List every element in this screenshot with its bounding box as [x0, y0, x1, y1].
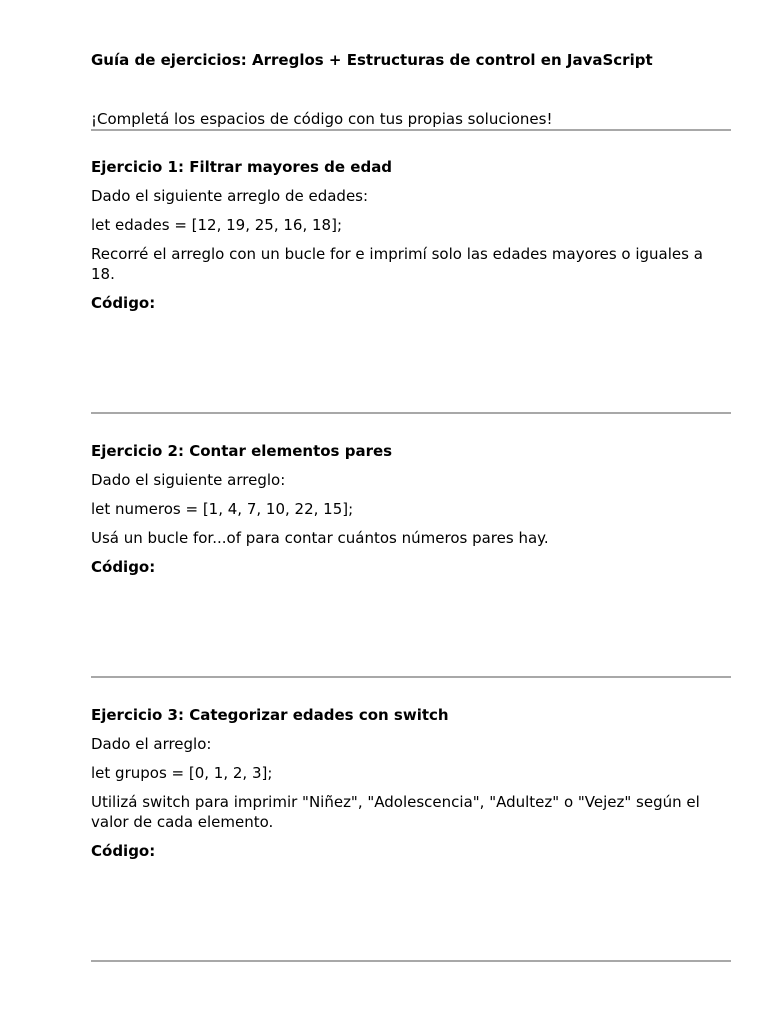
divider	[91, 676, 731, 678]
exercise-title: Ejercicio 3: Categorizar edades con switch	[91, 706, 449, 724]
exercise-given-text: Dado el siguiente arreglo:	[91, 471, 286, 489]
divider	[91, 960, 731, 962]
document-intro: ¡Completá los espacios de código con tus propias soluciones!	[91, 110, 553, 128]
divider	[91, 412, 731, 414]
exercise-given-text: Dado el siguiente arreglo de edades:	[91, 187, 369, 205]
document-title: Guía de ejercicios: Arreglos + Estructuras de control en JavaScript	[91, 51, 653, 69]
exercise-instruction: Utilizá switch para imprimir "Niñez", "Adolescencia", "Adultez" o "Vejez" según el valor de cada elemento.	[91, 793, 700, 831]
exercise-2	[91, 441, 731, 577]
exercise-code-snippet: let edades = [12, 19, 25, 16, 18];	[91, 216, 342, 234]
exercise-code-snippet: let numeros = [1, 4, 7, 10, 22, 15];	[91, 500, 354, 518]
code-label: Código:	[91, 558, 156, 576]
divider	[91, 129, 731, 131]
exercise-title: Ejercicio 1: Filtrar mayores de edad	[91, 158, 393, 176]
exercise-3	[91, 705, 731, 861]
exercise-instruction: Usá un bucle for...of para contar cuántos números pares hay.	[91, 529, 549, 547]
exercise-code-snippet: let grupos = [0, 1, 2, 3];	[91, 764, 273, 782]
exercise-1	[91, 157, 731, 313]
exercise-instruction: Recorré el arreglo con un bucle for e imprimí solo las edades mayores o iguales a 18.	[91, 245, 703, 283]
code-label: Código:	[91, 294, 156, 312]
exercise-title: Ejercicio 2: Contar elementos pares	[91, 442, 393, 460]
exercise-given-text: Dado el arreglo:	[91, 735, 212, 753]
code-label: Código:	[91, 842, 156, 860]
